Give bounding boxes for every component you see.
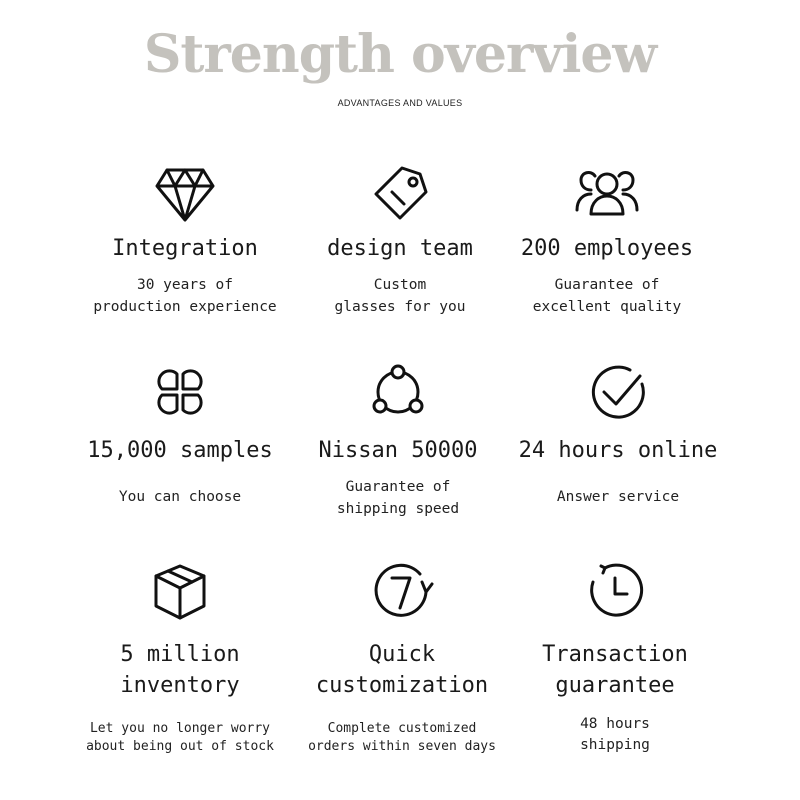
check-circle-icon <box>586 362 650 422</box>
feature-title: 24 hours online <box>518 438 718 463</box>
feature-samples <box>65 362 295 509</box>
feature-description: Guarantee of excellent quality <box>532 276 682 315</box>
feature-description: Complete customized orders within seven days <box>308 720 496 755</box>
page-subtitle: ADVANTAGES AND VALUES <box>337 98 463 108</box>
feature-description: Answer service <box>556 488 680 505</box>
feature-inventory <box>65 560 295 757</box>
feature-integration <box>70 162 300 318</box>
feature-title: Nissan 50000 <box>318 438 478 463</box>
feature-design-team <box>285 162 515 318</box>
people-icon <box>571 162 643 226</box>
clock-icon <box>583 560 647 624</box>
feature-title: Integration <box>112 236 258 261</box>
tag-icon <box>368 162 432 226</box>
feature-title: 200 employees <box>520 236 694 261</box>
box-icon <box>148 560 212 624</box>
feature-description: You can choose <box>118 488 242 505</box>
clover-icon <box>148 362 212 422</box>
seven-cycle-icon <box>370 560 434 624</box>
share-icon <box>366 362 430 422</box>
feature-nissan <box>283 362 513 520</box>
diamond-icon <box>153 162 217 226</box>
feature-description: Guarantee of shipping speed <box>336 478 460 517</box>
feature-title: Quick customization <box>315 642 489 698</box>
feature-title: Transaction guarantee <box>542 642 688 698</box>
feature-description: 48 hours shipping <box>580 715 650 754</box>
feature-online <box>503 362 733 509</box>
feature-title: 5 million inventory <box>120 642 240 698</box>
feature-title: 15,000 samples <box>87 438 273 463</box>
feature-description: Custom glasses for you <box>334 276 466 315</box>
page-title: Strength overview <box>143 24 657 85</box>
feature-title: design team <box>327 236 473 261</box>
feature-transaction <box>500 560 730 757</box>
feature-customization <box>287 560 517 757</box>
feature-description: 30 years of production experience <box>93 276 277 315</box>
feature-employees <box>492 162 722 318</box>
feature-description: Let you no longer worry about being out of stock <box>86 720 274 755</box>
